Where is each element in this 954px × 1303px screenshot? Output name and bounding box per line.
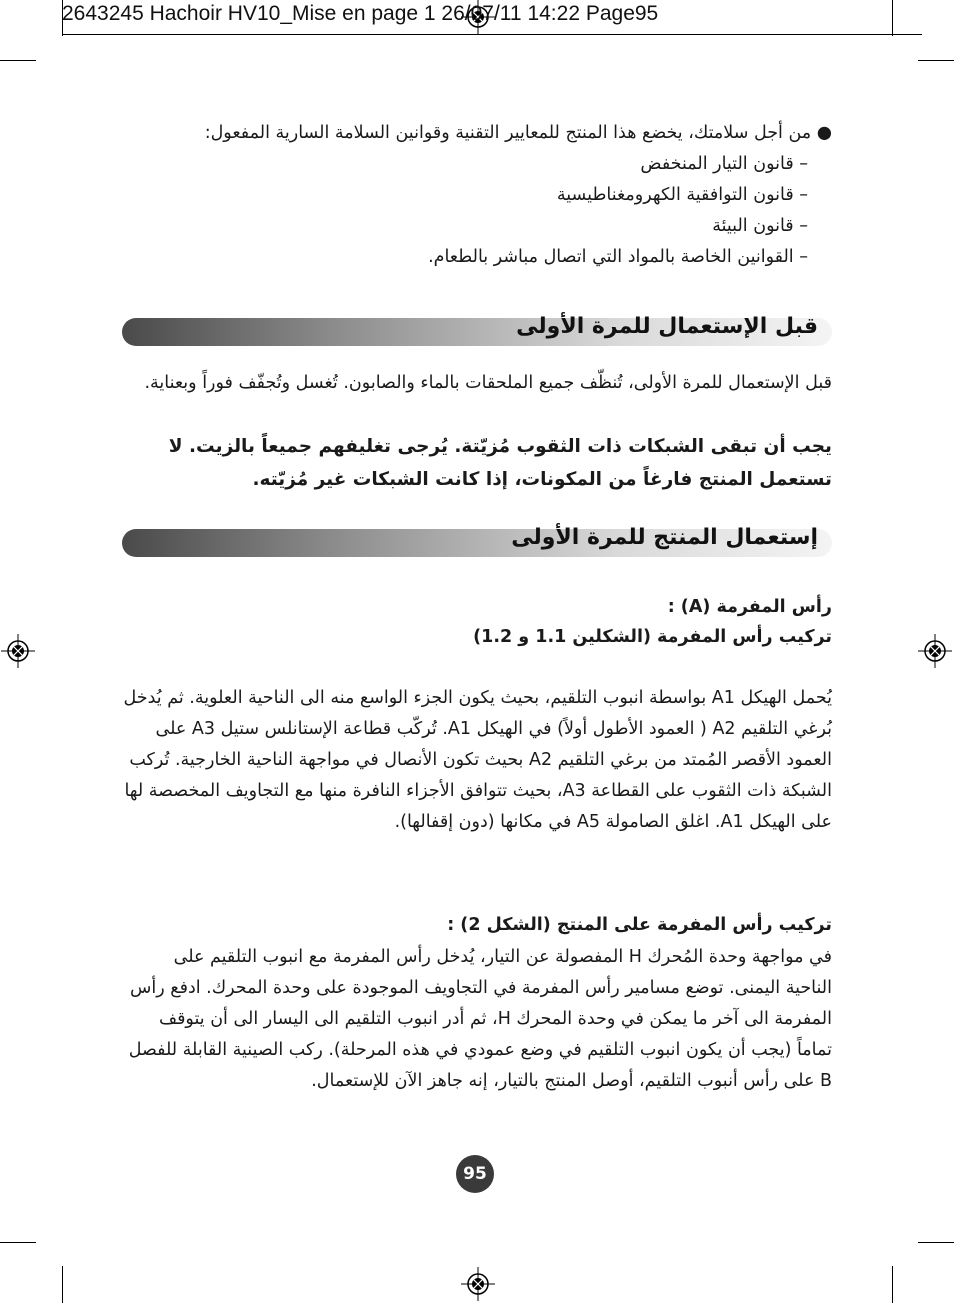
list-item: – قانون البيئة <box>712 216 808 236</box>
crop-mark <box>0 60 36 61</box>
section-header-bar <box>122 525 832 557</box>
print-slug-header: 2643245 Hachoir HV10_Mise en page 1 26/07/11 14:22 Page95 <box>62 2 922 35</box>
section1-warning: يجب أن تبقى الشبكات ذات الثقوب مُزيّتة. يُرجى تغليفهم جميعاً بالزيت. لا تستعمل المنتج فارغاً من المكونات، إذا كانت الشبكات غير مُزيّته. <box>168 436 832 490</box>
subheading-mount-on-product: تركيب رأس المفرمة على المنتج (الشكل 2) : <box>447 915 832 935</box>
mounting-paragraph: في مواجهة وحدة المُحرك H المفصولة عن التيار، يُدخل رأس المفرمة مع انبوب التلقيم على الناحية اليمنى. توضع مسامير رأس المفرمة في التجاويف الموجودة على وحدة المحرك. ادفع رأس المفرمة الى آخر ما يمكن في وحدة المحرك H، ثم أدر انبوب التلقيم الى اليسار الى أن يتوقف تماماً (يجب أن يكون انبوب التلقيم في وضع عمودي في هذه المرحلة). ركب الصينية القابلة للفصل B على رأس أنبوب التلقيم، أوصل المنتج بالتيار، إنه جاهز الآن للإستعمال. <box>128 947 832 1091</box>
crop-mark <box>62 1266 63 1303</box>
safety-list <box>122 149 832 273</box>
section-title: قبل الإستعمال للمرة الأولى <box>516 314 818 339</box>
section-header-bar <box>122 314 832 346</box>
page-number: 95 <box>456 1155 494 1193</box>
section1-paragraph: قبل الإستعمال للمرة الأولى، تُنظّف جميع الملحقات بالماء والصابون. تُغسل وتُجفّف فوراً وبعناية. <box>144 373 832 393</box>
safety-block <box>122 118 832 273</box>
registration-mark-icon <box>1 634 35 668</box>
subheading-mincer-head: رأس المفرمة (A) : <box>667 597 832 617</box>
list-item: – قانون التوافقية الكهرومغناطيسية <box>556 185 808 205</box>
registration-mark-icon <box>918 634 952 668</box>
crop-mark <box>918 60 954 61</box>
crop-mark <box>892 1266 893 1303</box>
crop-mark <box>918 1242 954 1243</box>
registration-mark-icon <box>461 1267 495 1301</box>
list-item: – قانون التيار المنخفض <box>640 154 808 174</box>
crop-mark <box>0 1242 36 1243</box>
safety-intro: ● من أجل سلامتك، يخضع هذا المنتج للمعايير التقنية وقوانين السلامة السارية المفعول: <box>204 123 832 143</box>
section-title: إستعمال المنتج للمرة الأولى <box>511 525 818 550</box>
subheading-assembly: تركيب رأس المفرمة (الشكلين 1.1 و 1.2) <box>473 627 832 647</box>
list-item: – القوانين الخاصة بالمواد التي اتصال مباشر بالطعام. <box>428 247 808 267</box>
assembly-paragraph: يُحمل الهيكل A1 بواسطة انبوب التلقيم، بحيث يكون الجزء الواسع منه الى الناحية العلوية. ثم يُدخل بُرغي التلقيم A2 ( العمود الأطول أولاً) في الهيكل A1. تُركّب قطاعة الإستانلس ستيل A3 على العمود الأقصر المُمتد من برغي التلقيم A2 بحيث تكون الأنصال في مواجهة الناحية الخارجية. تُركب الشبكة ذات الثقوب على القطاعة A3، بحيث تتوافق الأجزاء النافرة منها مع التجاويف المخصصة لها على الهيكل A1. اغلق الصامولة A5 في مكانها (دون إقفالها). <box>123 688 832 832</box>
